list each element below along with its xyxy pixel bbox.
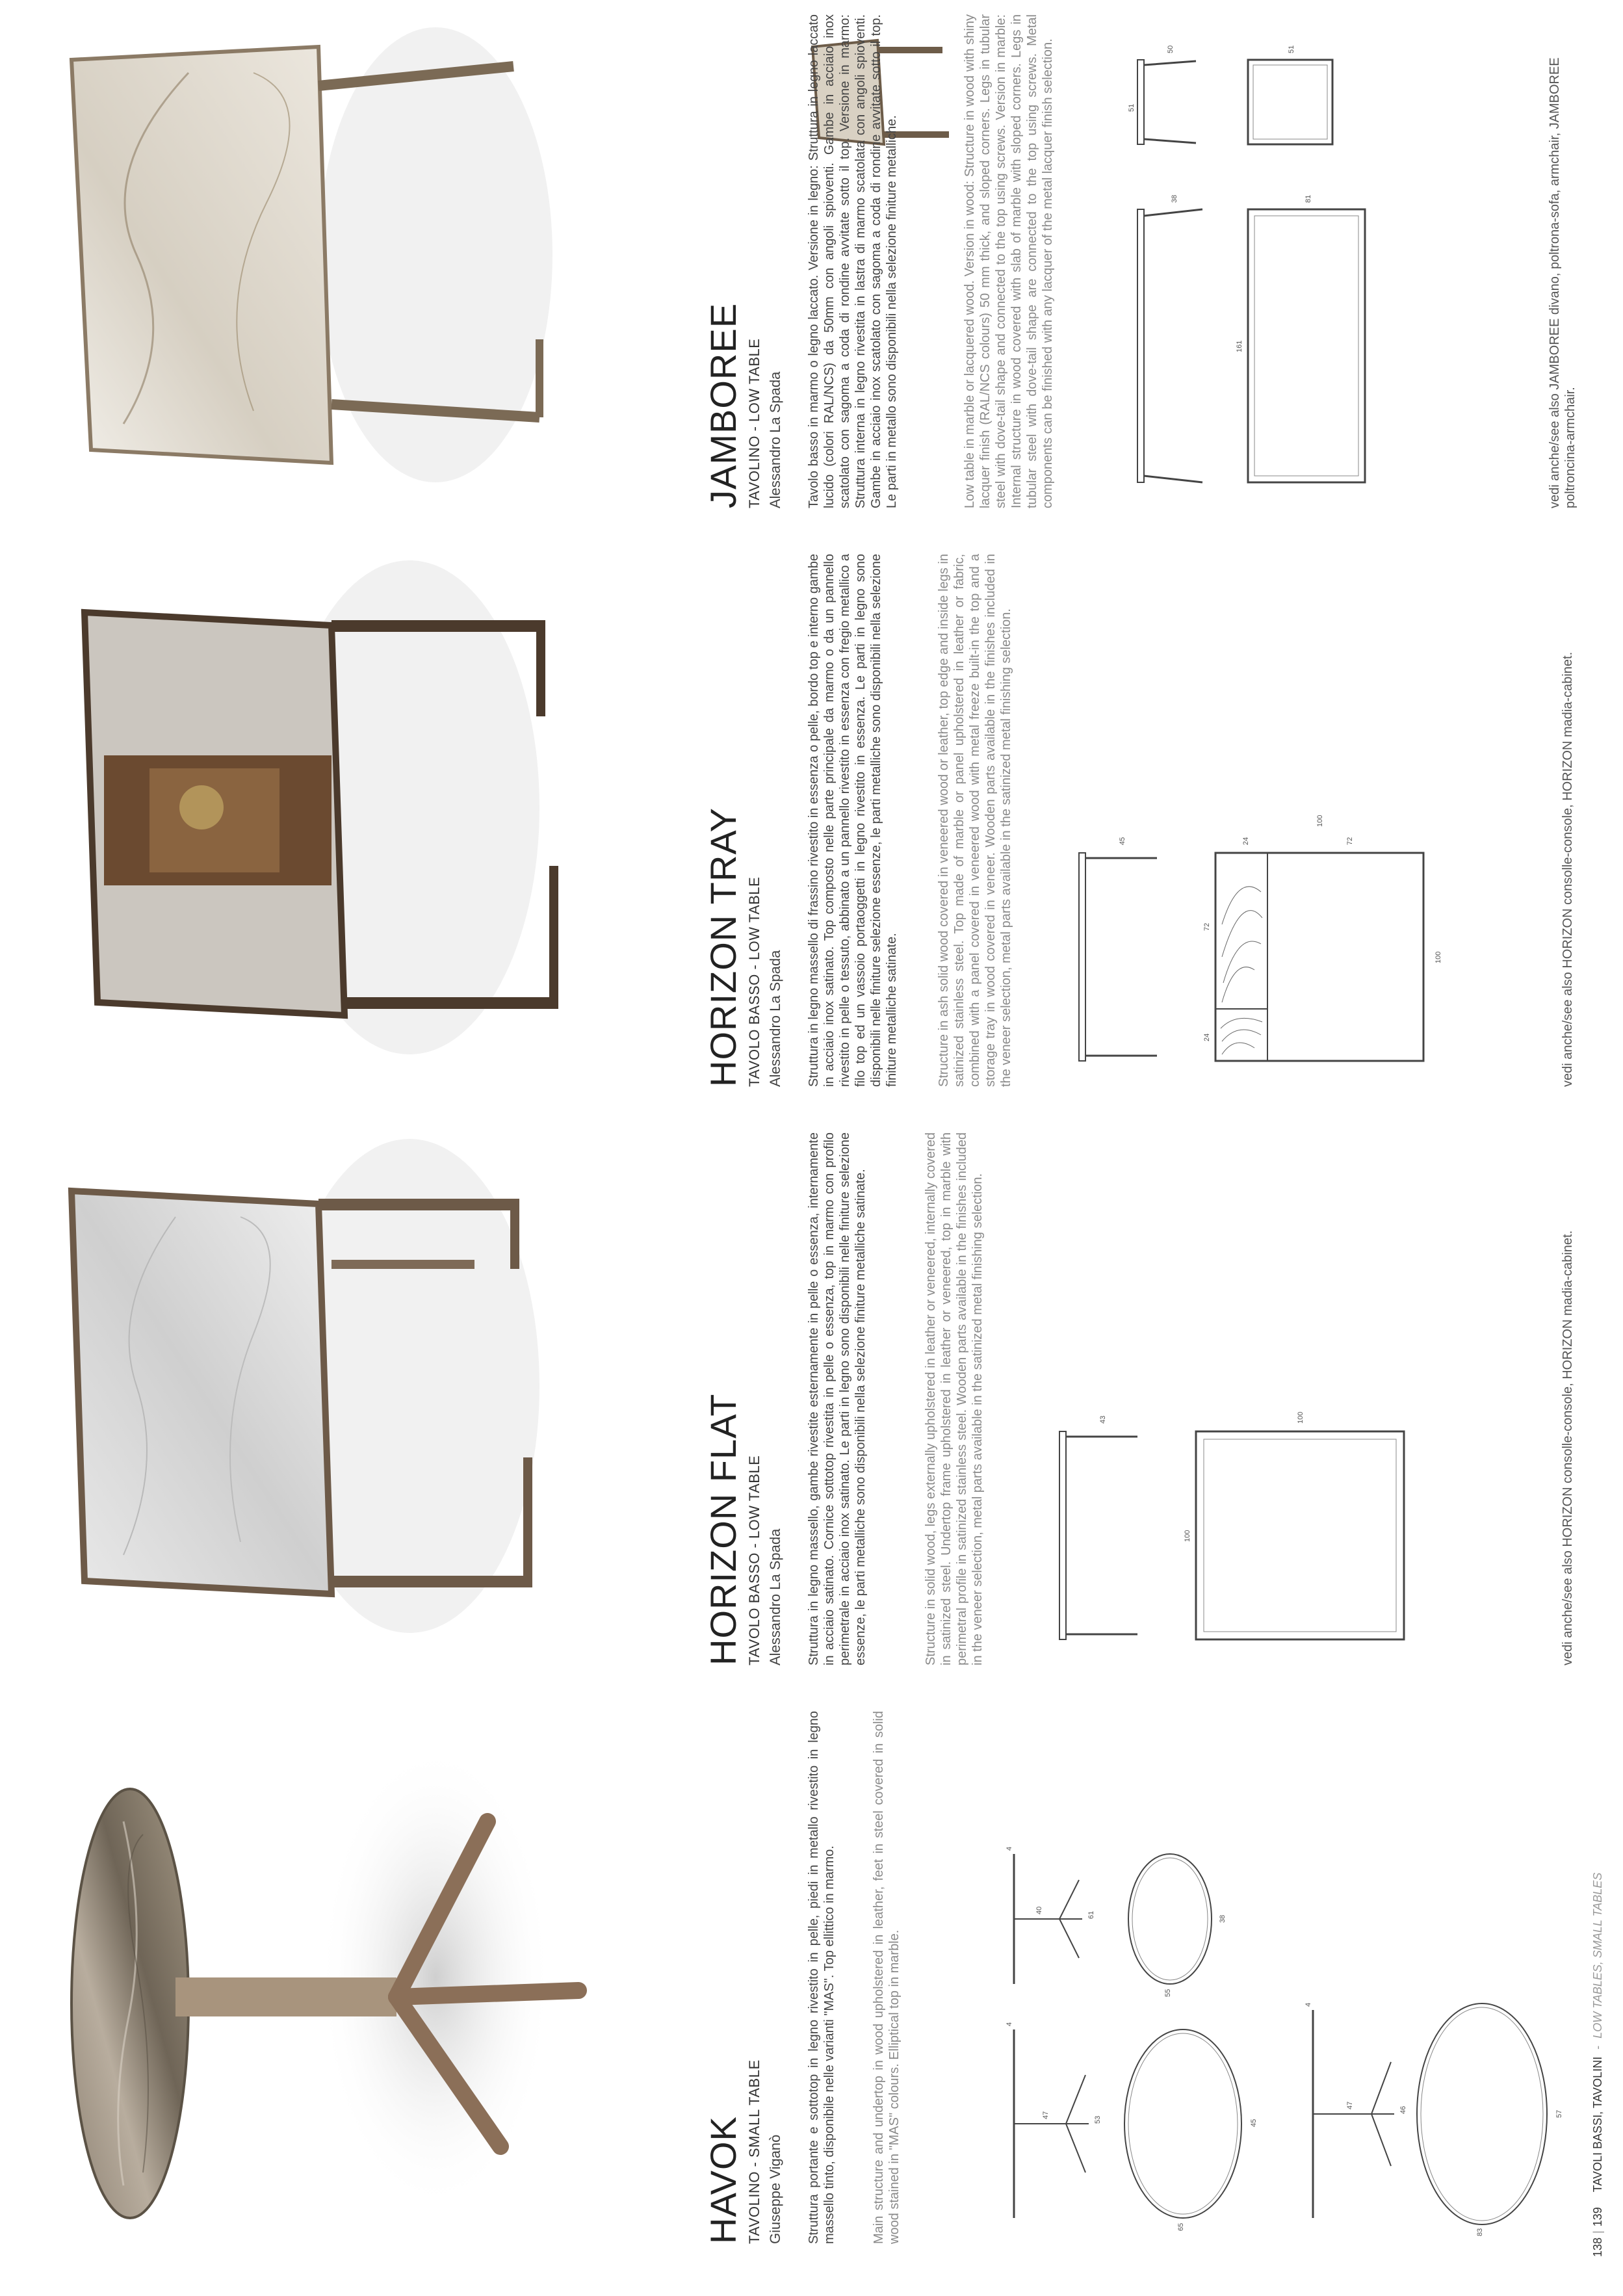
dim-label: 38 [1219,1914,1227,1923]
product-horizon-tray [0,534,1623,1100]
dim-label: 38 [1171,194,1178,203]
dim-label: 40 [1035,1906,1043,1914]
dim-label: 24 [1203,1033,1211,1041]
product-subtitle: TAVOLO BASSO - LOW TABLE [746,876,762,1087]
dim-label: 100 [1435,951,1442,963]
drawing-large-side [1137,195,1202,482]
product-title: HAVOK [703,2116,744,2244]
horizon-tray-table-image [45,547,695,1080]
dim-label: 43 [1099,1415,1107,1424]
category-label: TAVOLI BASSI, TAVOLINI [1591,2056,1604,2193]
dim-label: 4 [1305,2002,1312,2007]
dim-label: 61 [1087,1911,1095,1919]
category-label-english: LOW TABLES, SMALL TABLES [1591,1872,1604,2039]
havok-table-image [45,1704,695,2237]
drawing-top-view [1203,815,1442,1061]
dim-label: 47 [1042,2111,1050,2119]
page-footer [1591,1873,1605,2257]
page-separator: | [1591,2230,1604,2234]
product-horizon-flat [0,1113,1623,1678]
product-havok [0,1691,1623,2257]
dim-label: 4 [1006,1846,1013,1851]
dim-label: 100 [1184,1530,1191,1542]
description-italian: Struttura portante e sottotop in legno rivestito in pelle, piedi in metallo rivestito in legno massello tinto, disponibile nelle varianti "MAS". Top ellittico in marmo. [807,1711,837,2244]
drawing-small-side [1128,46,1196,144]
page-number-left: 138 [1591,2237,1604,2257]
dim-label: 45 [1119,837,1126,845]
dim-label: 65 [1177,2223,1185,2231]
dim-label: 46 [1399,2106,1407,2114]
drawing-set-3 [1305,2003,1563,2236]
see-also-note: vedi anche/see also HORIZON consolle-console, HORIZON madia-cabinet. [1561,651,1575,1087]
product-designer: Alessandro La Spada [767,371,783,508]
horizon-tray-technical-drawings [1059,541,1534,1087]
dim-label: 4 [1006,2022,1013,2026]
drawing-side-view [1059,1416,1137,1639]
dim-label: 50 [1167,45,1175,53]
dim-label: 81 [1305,194,1312,203]
dim-label: 55 [1164,1989,1172,1997]
dim-label: 72 [1203,922,1211,931]
horizon-flat-technical-drawings [1040,1119,1534,1665]
dim-label: 45 [1250,2119,1258,2127]
dim-label: 72 [1346,837,1354,845]
drawing-small-top [1248,46,1332,144]
product-subtitle: TAVOLINO - SMALL TABLE [746,2059,762,2244]
description-english: Low table in marble or lacquered wood. Version in wood: Structure in wood with shiny lacquer finish (RAL/NCS colours) 50 mm thick, and sloped corners. Legs in tubular steel with dove-tail shape and connected to the top using screws. Version in marble: Internal structure in wood covered with slab of marble with sloped corners. Legs in tubular steel with dove-tail shape are connected to the top using screws. Metal components can be finished with any lacquer of the metal lacquer finish selection. [963,14,1055,508]
horizon-flat-photo [45,1126,695,1659]
drawing-side-view [1079,837,1157,1061]
product-jamboree [0,1,1623,521]
havok-photo [45,1704,695,2237]
dim-label: 100 [1316,815,1324,827]
product-title: HORIZON FLAT [703,1393,744,1665]
product-subtitle: TAVOLINO - LOW TABLE [746,338,762,508]
description-italian: Struttura in legno massello di frassino rivestito in essenza o pelle, bordo top e interno gambe in acciaio inox satinato. Top composto nelle parte principale da marmo o da un pannello rivestito in pelle o tessuto, abbinato a un pannello rivestito in essenza con fregio metallico a filo top ed un vassoio portaoggetti in legno rivestito in essenza. Le parti in legno sono disponibili nelle finiture selezione essenze, le parti metalliche sono disponibili nella selezione finiture metalliche satinate. [807,554,899,1087]
jamboree-table-image [45,8,695,502]
dim-label: 161 [1236,340,1243,352]
horizon-flat-table-image [45,1126,695,1659]
dim-label: 51 [1128,103,1136,112]
drawing-top-view [1184,1412,1404,1639]
description-italian: Tavolo basso in marmo o legno laccato. Versione in legno: Struttura in legno laccato lucido (colori RAL/NCS) da 50mm con angoli spioventi. Gambe in acciaio inox scatolato con sagoma a coda di rondine avvitate sotto il top. Versione in marmo: Struttura interna in legno rivestita in lastra di marmo scatolata con angoli spioventi. Gambe in acciaio inox scatolato con sagoma a coda di rondine avvitate sotto il top. Le parti in metallo sono disponibili nella selezione finiture metalliche. [807,14,899,508]
dim-label: 83 [1476,2228,1484,2236]
page-number-right: 139 [1591,2207,1604,2227]
see-also-note: vedi anche/see also HORIZON consolle-console, HORIZON madia-cabinet. [1561,1230,1575,1665]
jamboree-technical-drawings [1118,14,1540,508]
product-designer: Alessandro La Spada [767,950,783,1087]
drawing-large-top [1236,195,1365,482]
see-also-note: vedi anche/see also JAMBOREE divano, poltrona-sofa, armchair, JAMBOREE poltroncina-armchair. [1548,57,1578,508]
havok-technical-drawings [988,1698,1573,2244]
description-english: Main structure and undertop in wood upholstered in leather, feet in steel covered in solid wood stained in "MAS" colours. Elliptical top in marble. [872,1711,902,2244]
dim-label: 24 [1242,837,1250,845]
jamboree-photo [45,8,695,502]
description-english: Structure in ash solid wood covered in veneered wood or leather, top edge and inside legs in satinized stainless steel. Top made of marble or panel upholstered in leather or fabric, combined with a panel covered in veneered wood with metal freeze built-in the top and a storage tray in wood covered in veneer. Wooden parts available in the finishes included in the veneer selection, metal parts available in the satinized metal finishing selection. [937,554,1013,1087]
dim-label: 51 [1288,45,1295,53]
horizon-tray-photo [45,547,695,1080]
category-separator: - [1591,2045,1604,2050]
product-subtitle: TAVOLO BASSO - LOW TABLE [746,1455,762,1665]
drawing-set-2 [1006,1847,1227,1997]
product-designer: Giuseppe Viganò [767,2134,783,2244]
product-title: HORIZON TRAY [703,807,744,1087]
product-designer: Alessandro La Spada [767,1528,783,1665]
product-title: JAMBOREE [703,302,744,508]
drawing-set-1 [1006,2022,1258,2231]
dim-label: 100 [1297,1411,1305,1424]
description-english: Structure in solid wood, legs externally upholstered in leather or veneered, internally covered in satinized steel. Undertop frame upholstered in leather or veneered, top in marble with perimetral profile in satinized stainless steel. Wooden parts available in the finishes included in the veneer selection, metal parts available in the satinized metal finishing selection. [924,1132,985,1665]
dim-label: 53 [1094,2115,1102,2124]
description-italian: Struttura in legno massello, gambe rivestite esternamente in pelle o essenza, internamente in acciaio satinato. Cornice sottotop rivestita in pelle o essenza, top in marmo con profilo perimetrale in acciaio inox satinato. Le parti in legno sono disponibili nelle finiture selezione essenze, le parti metalliche sono disponibili nella selezione finiture metalliche satinate. [807,1132,868,1665]
dim-label: 57 [1555,2109,1563,2118]
dim-label: 47 [1346,2101,1354,2109]
